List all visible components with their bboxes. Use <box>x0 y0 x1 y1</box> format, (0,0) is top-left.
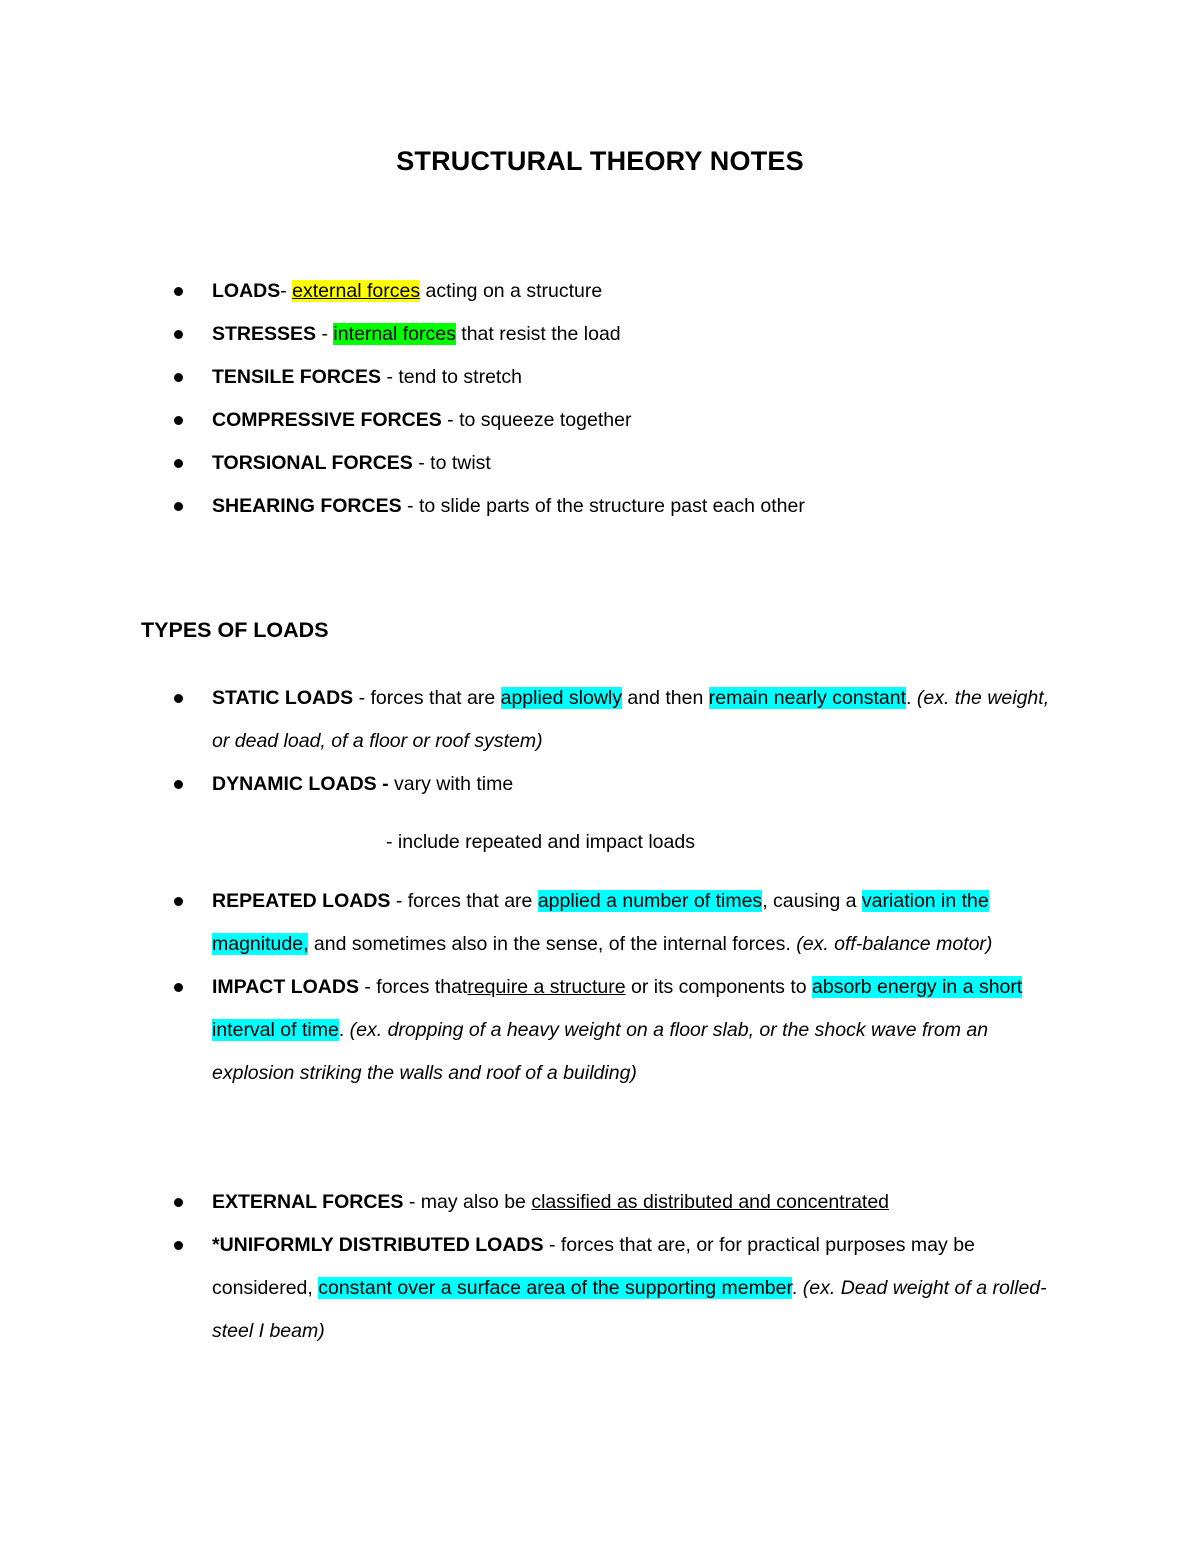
list-item-repeated-loads: REPEATED LOADS - forces that are applied a number of times, causing a variation in the magnitude, and sometimes also in the sense, of the internal forces. (ex. off-balance motor) <box>0 880 1200 966</box>
bullet-icon <box>174 373 183 382</box>
list-item-shearing: SHEARING FORCES - to slide parts of the structure past each other <box>0 485 1200 528</box>
bullet-icon <box>174 502 183 511</box>
distribution-list <box>0 1181 1200 1353</box>
list-item-compressive: COMPRESSIVE FORCES - to squeeze together <box>0 399 1200 442</box>
section-heading: TYPES OF LOADS <box>141 618 329 642</box>
page-title: STRUCTURAL THEORY NOTES <box>396 146 804 176</box>
highlight-external-forces: external forces <box>292 280 421 302</box>
bullet-icon <box>174 780 183 789</box>
load-types-list-continued <box>0 880 1200 1095</box>
bullet-icon <box>174 459 183 468</box>
bullet-icon <box>174 897 183 906</box>
bullet-icon <box>174 416 183 425</box>
list-item-static-loads: STATIC LOADS - forces that are applied slowly and then remain nearly constant. (ex. the weight, or dead load, of a floor or roof system) <box>0 677 1200 763</box>
bullet-icon <box>174 1241 183 1250</box>
dynamic-subnote: - include repeated and impact loads <box>386 831 695 853</box>
list-item-tensile: TENSILE FORCES - tend to stretch <box>0 356 1200 399</box>
list-item-impact-loads: IMPACT LOADS - forces thatrequire a structure or its components to absorb energy in a short interval of time. (ex. dropping of a heavy weight on a floor slab, or the shock wave from an explosion striking the walls and roof of a building) <box>0 966 1200 1095</box>
list-item-uniformly-distributed: *UNIFORMLY DISTRIBUTED LOADS - forces that are, or for practical purposes may be considered, constant over a surface area of the supporting member. (ex. Dead weight of a rolled-steel I beam) <box>0 1224 1200 1353</box>
list-item-stresses: STRESSES - internal forces that resist the load <box>0 313 1200 356</box>
bullet-icon <box>174 330 183 339</box>
bullet-icon <box>174 694 183 703</box>
list-item-loads: LOADS- external forces acting on a structure <box>0 270 1200 313</box>
highlight-internal-forces: internal forces <box>333 323 456 345</box>
list-item-torsional: TORSIONAL FORCES - to twist <box>0 442 1200 485</box>
list-item-dynamic-loads: DYNAMIC LOADS - vary with time <box>0 763 1200 806</box>
load-types-list <box>0 677 1200 806</box>
bullet-icon <box>174 1198 183 1207</box>
definitions-list <box>0 270 1200 528</box>
bullet-icon <box>174 983 183 992</box>
list-item-external-forces: EXTERNAL FORCES - may also be classified as distributed and concentrated <box>0 1181 1200 1224</box>
bullet-icon <box>174 287 183 296</box>
